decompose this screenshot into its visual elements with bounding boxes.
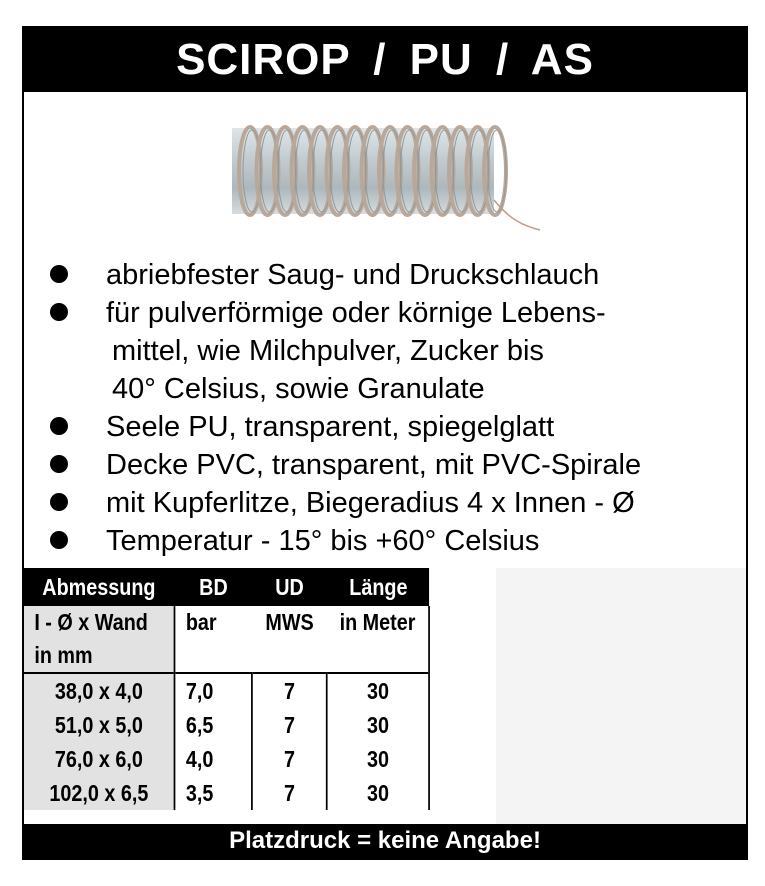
empty-panel xyxy=(496,568,748,824)
col-header-bd: BD xyxy=(175,568,253,606)
table-units-extra-row xyxy=(24,639,429,673)
table-row xyxy=(24,742,429,776)
cell-ud: 7 xyxy=(252,673,327,708)
unit-laenge: in Meter xyxy=(327,606,429,639)
bullet-dot-icon xyxy=(50,455,68,473)
spec-table xyxy=(24,568,430,810)
cell-dimension: 102,0 x 6,5 xyxy=(24,776,175,810)
bullet-dot-icon xyxy=(50,303,68,321)
feature-list xyxy=(48,256,748,560)
feature-item xyxy=(48,256,748,294)
unit-ud: MWS xyxy=(265,609,314,635)
cell-ud: 7 xyxy=(252,708,327,742)
cell-bd: 4,0 xyxy=(175,742,253,776)
cell-bd: 7,0 xyxy=(175,673,253,708)
unit-dimension-mm: in mm xyxy=(24,639,175,673)
cell-laenge: 30 xyxy=(327,673,429,708)
feature-item xyxy=(48,484,748,522)
cell-bd: 6,5 xyxy=(175,708,253,742)
cell-ud: 7 xyxy=(252,742,327,776)
feature-item xyxy=(48,446,748,484)
bullet-dot-icon xyxy=(50,265,68,283)
feature-text: Decke PVC, transparent, mit PVC-Spirale xyxy=(106,449,642,481)
feature-text: für pulverförmige oder körnige Lebens- xyxy=(106,297,606,329)
cell-dimension: 38,0 x 4,0 xyxy=(24,673,175,708)
bullet-dot-icon xyxy=(50,531,68,549)
feature-text: 40° Celsius, sowie Granulate xyxy=(112,373,485,405)
feature-text: abriebfester Saug- und Druckschlauch xyxy=(106,259,600,291)
cell-laenge: 30 xyxy=(327,742,429,776)
feature-text: mit Kupferlitze, Biegeradius 4 x Innen - Ø xyxy=(106,487,635,519)
spiral-hose-icon xyxy=(232,110,542,232)
bullet-dot-icon xyxy=(50,417,68,435)
col-header-laenge: Länge xyxy=(327,568,429,606)
feature-text: Temperatur - 15° bis +60° Celsius xyxy=(106,525,540,557)
table-row xyxy=(24,673,429,708)
feature-item xyxy=(48,522,748,560)
cell-ud: 7 xyxy=(252,776,327,810)
unit-dimension: I - Ø x Wand xyxy=(24,606,175,639)
feature-item xyxy=(48,408,748,446)
product-title: SCIROP / PU / AS xyxy=(24,28,746,92)
col-header-ud: UD xyxy=(252,568,327,606)
feature-item xyxy=(48,294,748,408)
cell-dimension: 76,0 x 6,0 xyxy=(24,742,175,776)
feature-text: Seele PU, transparent, spiegelglatt xyxy=(106,411,555,443)
table-header-row xyxy=(24,568,429,606)
unit-bd: bar xyxy=(175,606,253,639)
col-header-abmessung: Abmessung xyxy=(24,568,175,606)
cell-bd: 3,5 xyxy=(175,776,253,810)
table-row xyxy=(24,776,429,810)
table-row xyxy=(24,708,429,742)
product-card xyxy=(22,26,748,860)
feature-text: mittel, wie Milchpulver, Zucker bis xyxy=(112,335,544,367)
table-units-row xyxy=(24,606,429,639)
cell-laenge: 30 xyxy=(327,776,429,810)
footer-note: Platzdruck = keine Angabe! xyxy=(24,824,746,858)
bullet-dot-icon xyxy=(50,493,68,511)
cell-laenge: 30 xyxy=(327,708,429,742)
cell-dimension: 51,0 x 5,0 xyxy=(24,708,175,742)
